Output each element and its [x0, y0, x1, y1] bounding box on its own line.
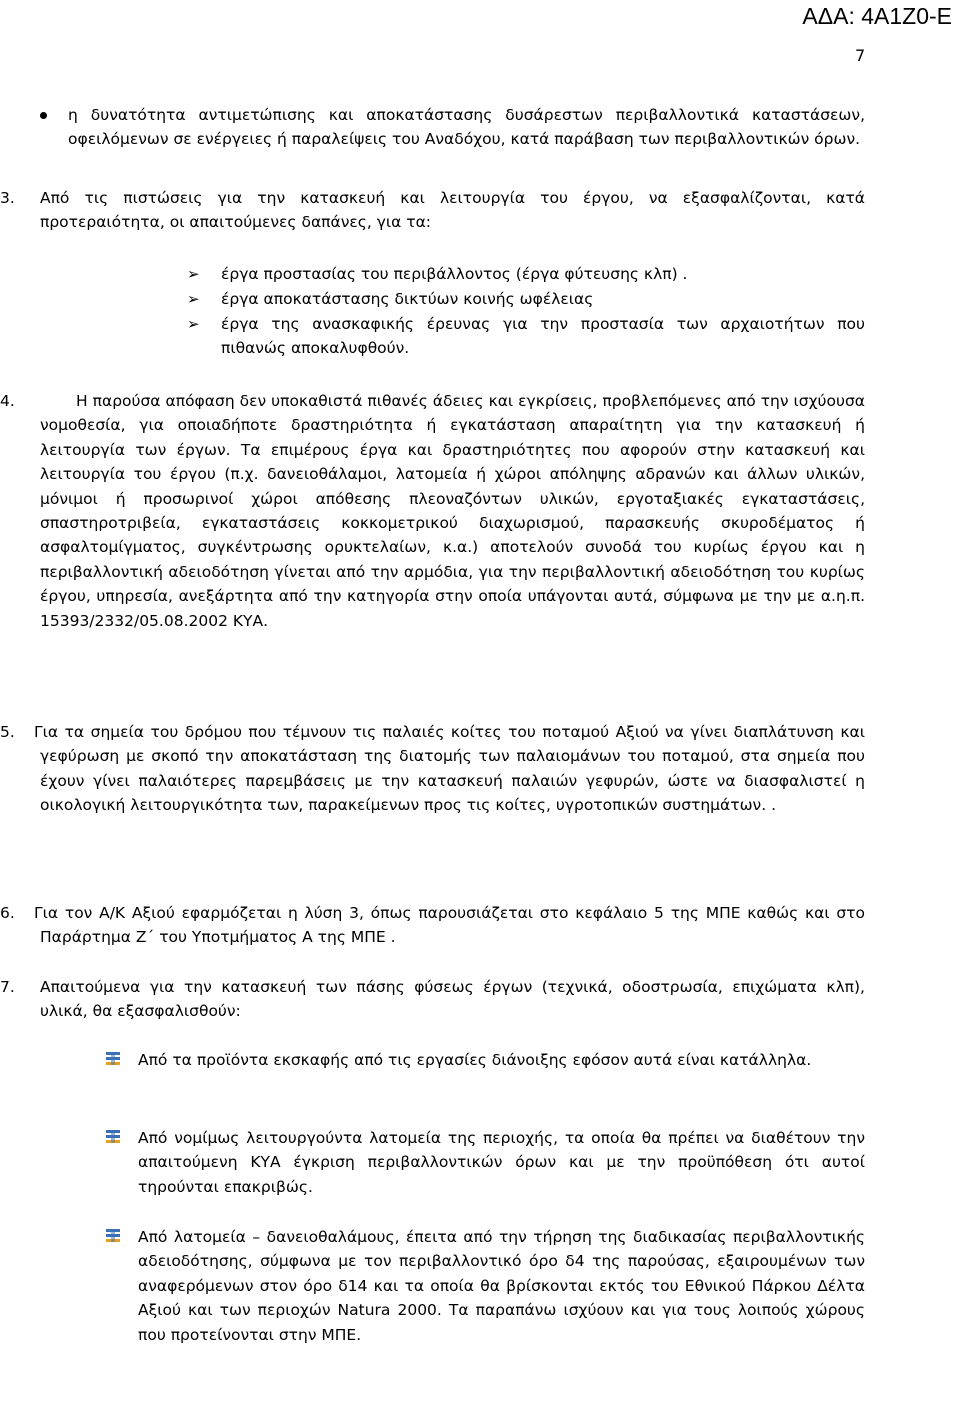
- item-text: Για τα σημεία του δρόμου που τέμνουν τις παλαιές κοίτες του ποταμού Αξιού να γίνει διαπλάτυνση και γεφύρωση με σκοπό την αποκατάσταση της διατομής των παλαιομάνων του ποταμού, στα σημεία που έχουν γίνει παλαιότερες παρεμβάσεις με την κατασκευή παλαιών γεφυρών, ώστε να διασφαλιστεί η οικολογική λειτουργικότητα των, παρακείμενων προς τις κοίτες, υγροτοπικών συστημάτων. .: [34, 723, 865, 815]
- subitem-text: έργα προστασίας του περιβάλλοντος (έργα φύτευσης κλπ) .: [221, 265, 688, 283]
- square-bullet-icon: [106, 1130, 120, 1146]
- item-text: Η παρούσα απόφαση δεν υποκαθιστά πιθανές άδειες και εγκρίσεις, προβλεπόμενες από την ισχύουσα νομοθεσία, για οποιαδήποτε δραστηριότητα ή εγκατάσταση απαραίτητη για την κατασκευή ή λειτουργία των έργων. Τα επιμέρους έργα και δραστηριότητες που αφορούν στην κατασκευή και λειτουργία του έργου (π.χ. δανειοθάλαμοι, λατομεία ή χώροι απόληψης αδρανών και άλλων υλικών, μόνιμοι ή προσωρινοί χώροι απόθεσης πλεοναζόντων υλικών, εργοταξιακές εγκαταστάσεις, σπαστηροτριβεία, εγκαταστάσεις κοκκομετρικού διαχωρισμού, παρασκευής σκυροδέματος ή ασφαλτομίγματος, συγκέντρωσης ορυκτελαίων, κ.α.) αποτελούν συνοδά του κυρίως έργου και η περιβαλλοντική αδειοδότηση γίνεται από την αρμόδια, για την περιβαλλοντική αδειοδότηση του κυρίως έργου, υπηρεσία, ανεξάρτητα από την κατηγορία στην οποία υπάγονται αυτά, σύμφωνα με την με α.η.π. 15393/2332/05.08.2002 ΚΥΑ.: [40, 392, 865, 630]
- subitem-text: έργα της ανασκαφικής έρευνας για την προστασία των αρχαιοτήτων που πιθανώς αποκαλυφθούν.: [221, 315, 865, 358]
- bullet-environment: [68, 103, 865, 152]
- bullet-dot-icon: [40, 112, 47, 119]
- subitem: [187, 287, 865, 311]
- subitem-text: έργα αποκατάστασης δικτύων κοινής ωφέλειας: [221, 290, 594, 308]
- list-item-6: [0, 901, 865, 950]
- list-item-7: [0, 975, 865, 1024]
- arrow-bullet-icon: ➢: [187, 290, 200, 308]
- subitem: [187, 262, 865, 286]
- subitem: [187, 312, 865, 361]
- list-item-3: [0, 186, 865, 235]
- item-number: 3.: [0, 189, 15, 207]
- item-number: 6.: [0, 904, 15, 922]
- material-source-item: [138, 1048, 865, 1072]
- item-number: 4.: [0, 392, 15, 410]
- item-number: 7.: [0, 978, 15, 996]
- bullet-text: η δυνατότητα αντιμετώπισης και αποκατάστασης δυσάρεστων περιβαλλοντικά καταστάσεων, οφειλόμενων σε ενέργειες ή παραλείψεις του Αναδόχου, κατά παράβαση των περιβαλλοντικών όρων.: [68, 106, 865, 149]
- subitem-text: Από λατομεία – δανειοθαλάμους, έπειτα από την τήρηση της διαδικασίας περιβαλλοντικής αδειοδότησης, σύμφωνα με τον περιβαλλοντικό όρο δ4 της παρούσας, εξαιρουμένων των αναφερόμενων στον όρο δ14 και τα οποία θα βρίσκονται εκτός του Εθνικού Πάρκου Δέλτα Αξιού και των περιοχών Natura 2000. Τα παραπάνω ισχύουν και για τους λοιπούς χώρους που προτείνονται στην ΜΠΕ.: [138, 1228, 865, 1344]
- page-number: 7: [855, 46, 866, 65]
- arrow-bullet-icon: ➢: [187, 265, 200, 283]
- ada-code: ΑΔΑ: 4Α1Ζ0-Ε: [802, 3, 952, 29]
- item-text: Για τον Α/Κ Αξιού εφαρμόζεται η λύση 3, όπως παρουσιάζεται στο κεφάλαιο 5 της ΜΠΕ καθώς και στο Παράρτημα Ζ΄ του Υποτμήματος Α της ΜΠΕ .: [34, 904, 865, 947]
- square-bullet-icon: [106, 1229, 120, 1245]
- item-number: 5.: [0, 723, 15, 741]
- material-source-item: [138, 1126, 865, 1199]
- subitem-text: Από νομίμως λειτουργούντα λατομεία της περιοχής, τα οποία θα πρέπει να διαθέτουν την απαιτούμενη ΚΥΑ έγκριση περιβαλλοντικών όρων και με την προϋπόθεση ότι αυτοί τηρούνται επακριβώς.: [138, 1129, 865, 1196]
- arrow-bullet-icon: ➢: [187, 315, 200, 333]
- square-bullet-icon: [106, 1052, 120, 1068]
- item-text: Από τις πιστώσεις για την κατασκευή και λειτουργία του έργου, να εξασφαλίζονται, κατά προτεραιότητα, οι απαιτούμενες δαπάνες, για τα:: [40, 189, 865, 232]
- subitem-text: Από τα προϊόντα εκσκαφής από τις εργασίες διάνοιξης εφόσον αυτά είναι κατάλληλα.: [138, 1051, 812, 1069]
- item-text: Απαιτούμενα για την κατασκευή των πάσης φύσεως έργων (τεχνικά, οδοστρωσία, επιχώματα κλπ), υλικά, θα εξασφαλισθούν:: [40, 978, 865, 1021]
- list-item-5: [0, 720, 865, 818]
- material-source-item: [138, 1225, 865, 1347]
- list-item-4: [0, 389, 865, 633]
